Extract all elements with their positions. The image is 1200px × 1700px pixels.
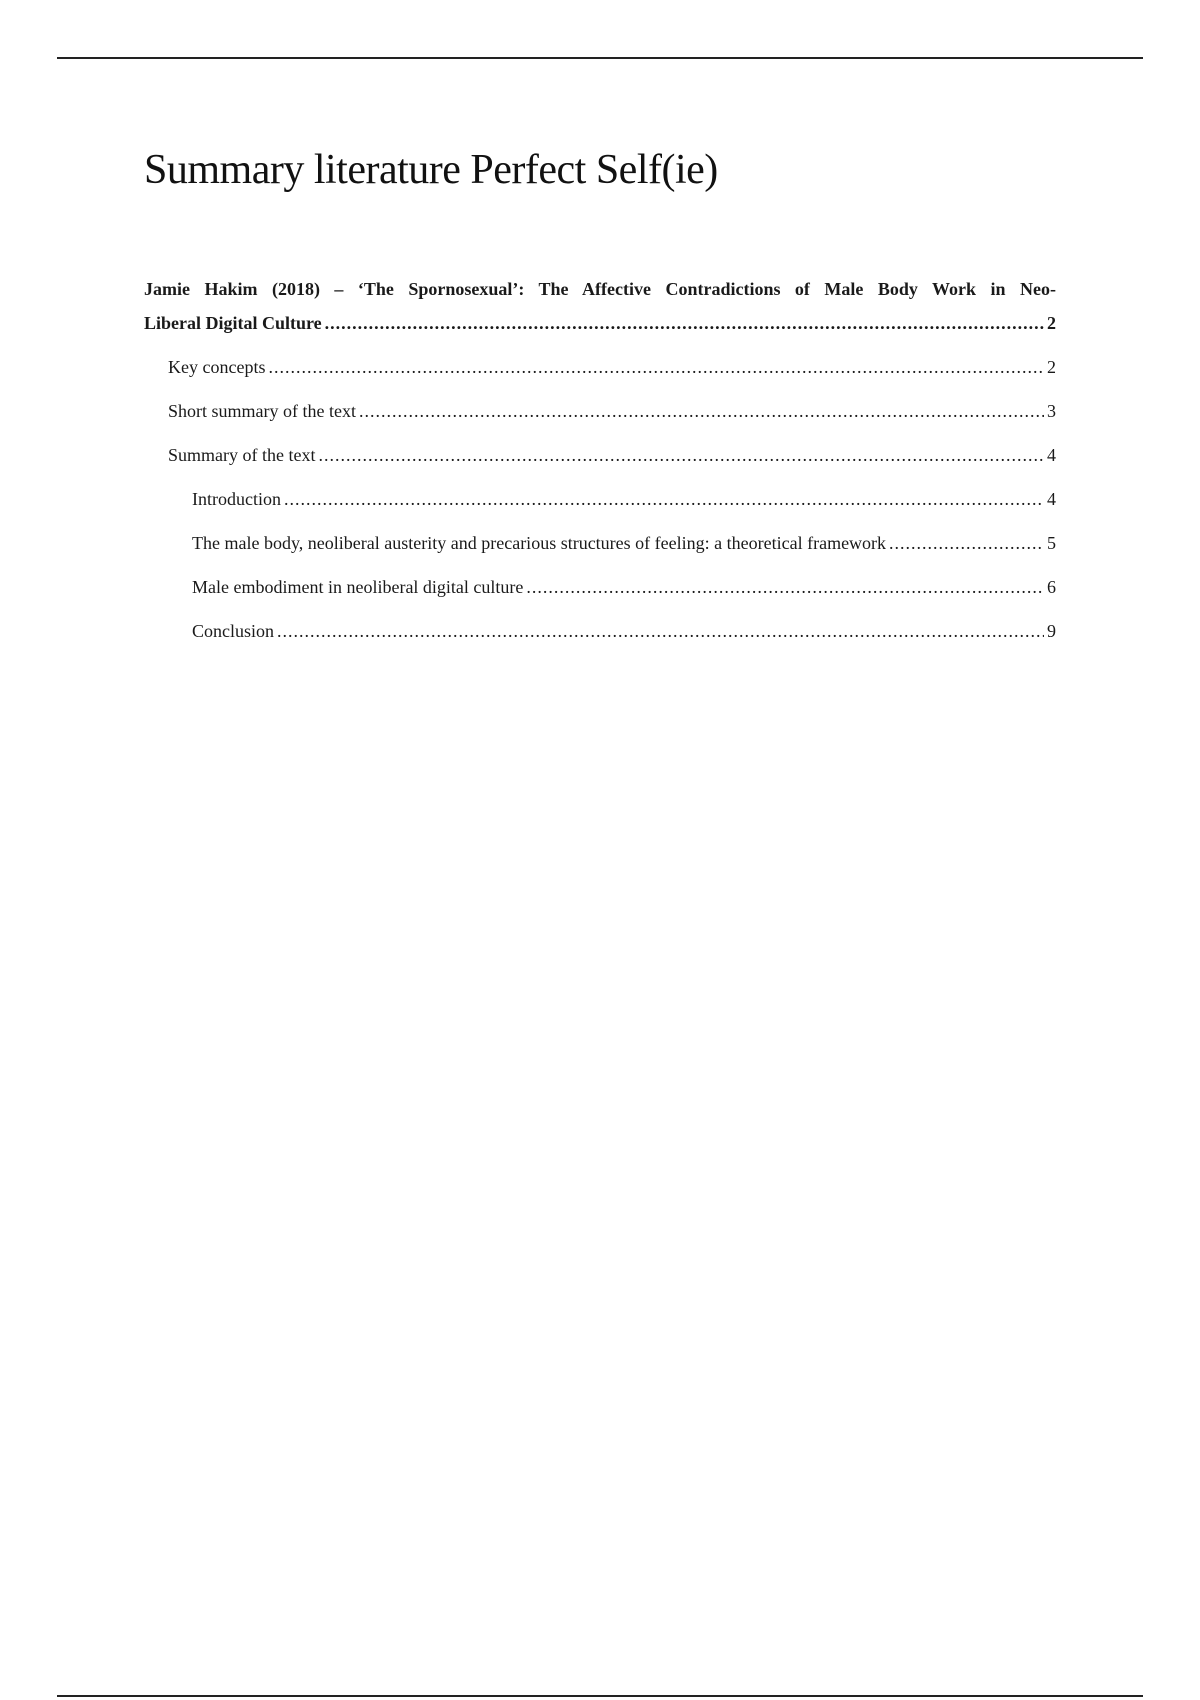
toc-entry-short-summary[interactable] bbox=[144, 394, 1056, 428]
toc-leader-dots bbox=[889, 526, 1044, 560]
toc-page-number: 4 bbox=[1047, 445, 1056, 465]
toc-page-number: 2 bbox=[1047, 357, 1056, 377]
toc-entry-label: Key concepts bbox=[168, 357, 266, 377]
toc-entry-label: The male body, neoliberal austerity and precarious structures of feeling: a theoretical framework bbox=[192, 533, 887, 553]
toc-entry-label: Male embodiment in neoliberal digital culture bbox=[192, 577, 524, 597]
toc-entry-label: Conclusion bbox=[192, 621, 275, 641]
toc-entry-summary[interactable] bbox=[144, 438, 1056, 472]
toc-page-number: 6 bbox=[1047, 577, 1056, 597]
toc-leader-dots bbox=[359, 394, 1044, 428]
footer-rule bbox=[57, 1695, 1143, 1697]
toc-entry-label: Short summary of the text bbox=[168, 401, 356, 421]
toc-page-number: 3 bbox=[1047, 401, 1056, 421]
toc-entry-hakim-2018[interactable] bbox=[144, 272, 1056, 340]
toc-entry-title-line2: Liberal Digital Culture bbox=[144, 313, 322, 333]
toc-leader-dots bbox=[318, 438, 1044, 472]
toc-page-number: 4 bbox=[1047, 489, 1056, 509]
toc-leader-dots bbox=[526, 570, 1044, 604]
toc-entry-label: Introduction bbox=[192, 489, 281, 509]
header-rule bbox=[57, 57, 1143, 59]
document-title: Summary literature Perfect Self(ie) bbox=[144, 147, 718, 193]
page-content bbox=[144, 140, 1056, 658]
toc-entry-male-embodiment[interactable] bbox=[144, 570, 1056, 604]
toc-entry-title-line1: Jamie Hakim (2018) – ‘The Spornosexual’: The Affective Contradictions of Male Body Work in Neo- bbox=[144, 279, 1056, 299]
toc-leader-dots bbox=[284, 482, 1044, 516]
table-of-contents bbox=[144, 272, 1056, 648]
toc-entry-conclusion[interactable] bbox=[144, 614, 1056, 648]
toc-leader-dots bbox=[325, 306, 1044, 340]
toc-entry-male-body[interactable] bbox=[144, 526, 1056, 560]
toc-leader-dots bbox=[277, 614, 1044, 648]
toc-entry-label: Summary of the text bbox=[168, 445, 316, 465]
toc-page-number: 5 bbox=[1047, 533, 1056, 553]
toc-entry-introduction[interactable] bbox=[144, 482, 1056, 516]
toc-leader-dots bbox=[268, 350, 1044, 384]
toc-entry-key-concepts[interactable] bbox=[144, 350, 1056, 384]
toc-page-number: 2 bbox=[1047, 313, 1056, 333]
toc-page-number: 9 bbox=[1047, 621, 1056, 641]
